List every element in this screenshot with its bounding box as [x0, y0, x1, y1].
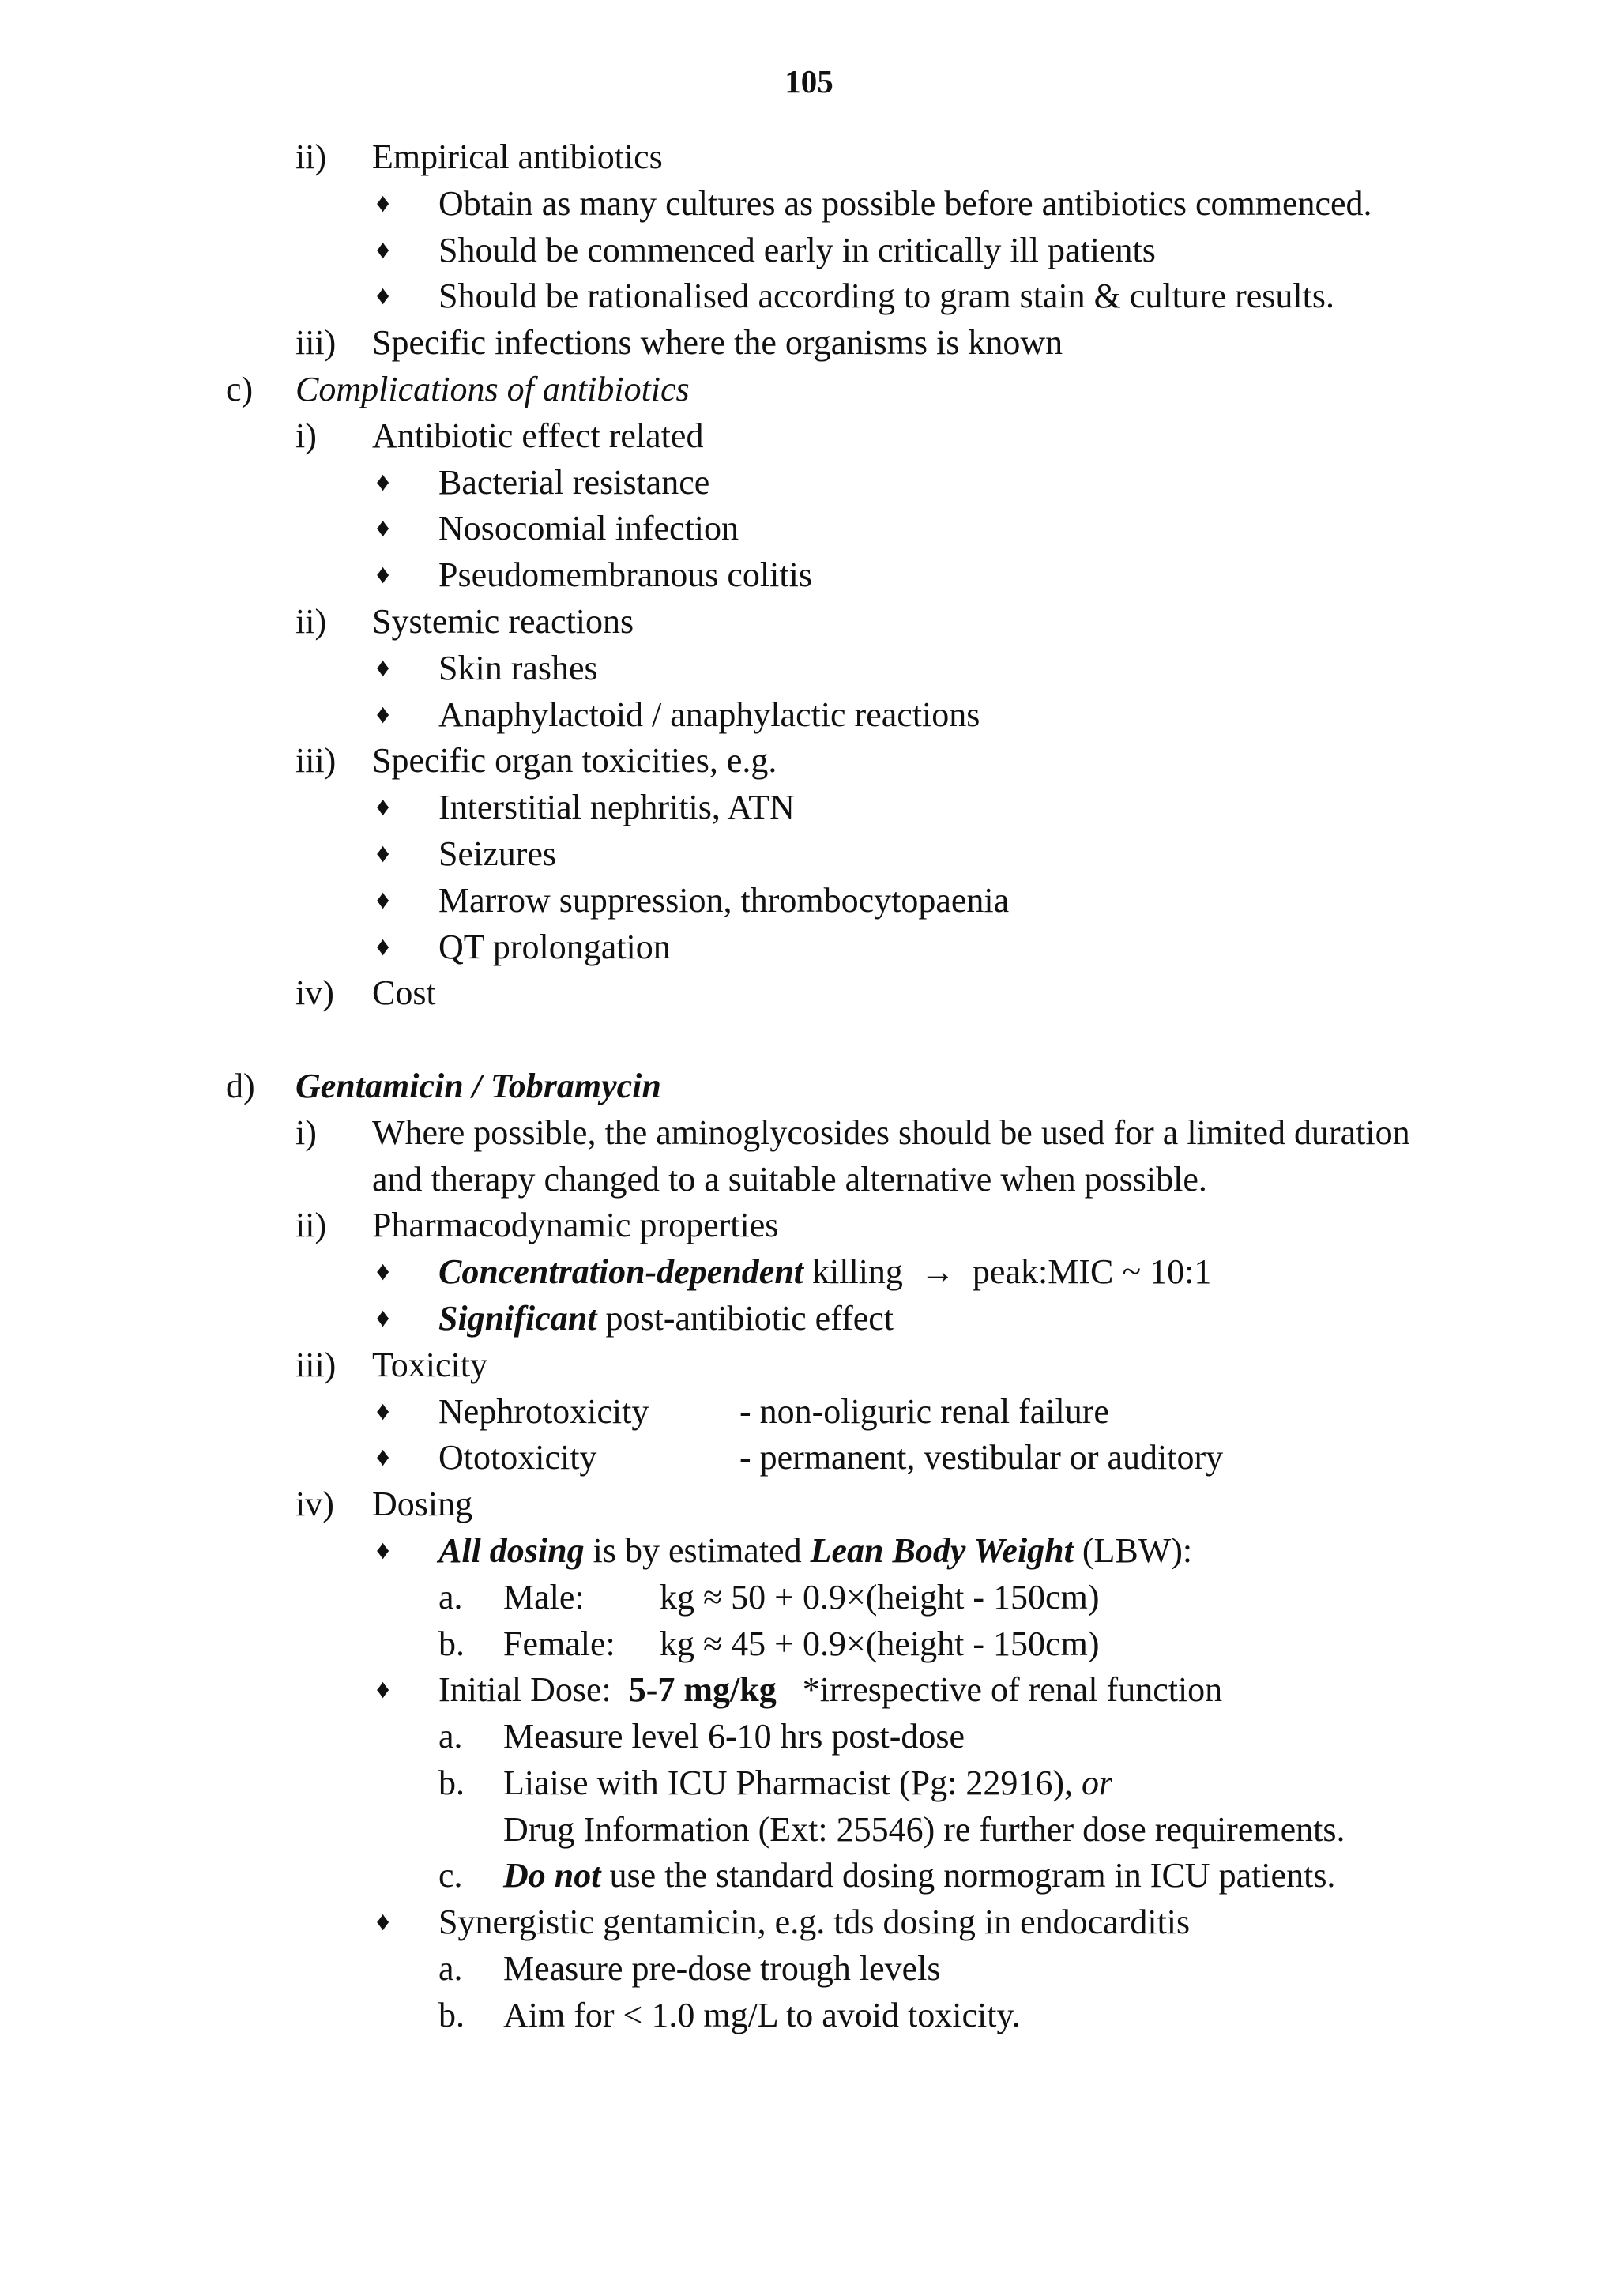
- section-heading-gentamicin: [0, 1063, 1618, 1110]
- heading-organ-toxicities: [0, 738, 1618, 785]
- diamond-bullet-icon: ♦: [376, 467, 390, 497]
- toxicity-row: [0, 1389, 1618, 1436]
- sub-item: [0, 1853, 1618, 1899]
- bullet-item: [0, 1249, 1618, 1296]
- item-label: iv): [295, 1485, 334, 1524]
- bullet-text: Bacterial resistance: [438, 462, 710, 502]
- diamond-bullet-icon: ♦: [376, 1443, 390, 1473]
- bullet-item: [0, 878, 1618, 924]
- item-title: Dosing: [372, 1485, 473, 1524]
- bullet-text-part: is by estimated: [584, 1530, 811, 1570]
- toxicity-row: [0, 1435, 1618, 1481]
- heading-dosing: [0, 1481, 1618, 1528]
- sub-item: [0, 1993, 1618, 2039]
- sub-item-text-part: use the standard dosing normogram in ICU patients.: [600, 1856, 1336, 1895]
- bullet-text-rest: post-antibiotic effect: [596, 1298, 894, 1338]
- bullet-text-part: (LBW):: [1073, 1530, 1193, 1570]
- bullet-item: [0, 785, 1618, 831]
- item-text: and therapy changed to a suitable alternative when possible.: [372, 1159, 1207, 1199]
- diamond-bullet-icon: ♦: [376, 188, 390, 218]
- bullet-item: [0, 181, 1618, 228]
- diamond-bullet-icon: ♦: [376, 1257, 390, 1287]
- lbw-formula-male: [0, 1575, 1618, 1621]
- bullet-text: Should be rationalised according to gram stain & culture results.: [438, 277, 1334, 316]
- bullet-item: [0, 692, 1618, 739]
- sub-item-label: b.: [438, 1763, 465, 1802]
- diamond-bullet-icon: ♦: [376, 560, 390, 590]
- item-label: ii): [295, 1206, 327, 1245]
- emphasis-text: Significant: [438, 1298, 597, 1338]
- section-label: d): [226, 1066, 255, 1105]
- diamond-bullet-icon: ♦: [376, 235, 390, 265]
- item-label: iii): [295, 1345, 337, 1384]
- bullet-item: [0, 460, 1618, 506]
- item-title: Cost: [372, 973, 436, 1013]
- formula-text: kg ≈ 45 + 0.9×(height - 150cm): [660, 1624, 1100, 1663]
- bullet-item-lean-body-weight: [0, 1528, 1618, 1575]
- item-title: Specific infections where the organisms is known: [372, 323, 1063, 363]
- diamond-bullet-icon: ♦: [376, 885, 390, 915]
- item-label: ii): [295, 137, 327, 176]
- item-label: iii): [295, 323, 337, 363]
- bullet-text: Should be commenced early in critically ill patients: [438, 230, 1156, 269]
- bullet-item: [0, 228, 1618, 274]
- sub-item-text: Measure level 6-10 hrs post-dose: [503, 1717, 965, 1756]
- lbw-formula-female: [0, 1621, 1618, 1668]
- diamond-bullet-icon: ♦: [376, 932, 390, 962]
- sub-item-text: [503, 1853, 1335, 1899]
- diamond-bullet-icon: ♦: [376, 281, 390, 311]
- bullet-text: Nosocomial infection: [438, 509, 739, 548]
- bullet-item: [0, 1296, 1618, 1342]
- sub-item-label: a.: [438, 1717, 463, 1756]
- bullet-text-rest: killing → peak:MIC ~ 10:1: [803, 1252, 1212, 1292]
- bullet-item: [0, 273, 1618, 320]
- bullet-item-synergistic: [0, 1899, 1618, 1946]
- diamond-bullet-icon: ♦: [376, 1675, 390, 1705]
- emphasis-text: All dosing: [438, 1530, 585, 1570]
- item-title: Pharmacodynamic properties: [372, 1206, 779, 1245]
- sub-item-text: [503, 1760, 1112, 1807]
- paragraph-continuation: [0, 1157, 1618, 1203]
- diamond-bullet-icon: ♦: [376, 1535, 390, 1565]
- bullet-text: Pseudomembranous colitis: [438, 555, 812, 595]
- heading-cost: [0, 970, 1618, 1017]
- sub-item-text: Drug Information (Ext: 25546) re further dose requirements.: [503, 1809, 1345, 1849]
- item-label: iv): [295, 973, 334, 1013]
- sub-item-label: a.: [438, 1577, 463, 1617]
- item-text: Where possible, the aminoglycosides should be used for a limited duration: [372, 1112, 1410, 1152]
- sub-item-label: b.: [438, 1624, 465, 1663]
- diamond-bullet-icon: ♦: [376, 514, 390, 544]
- bullet-text: Skin rashes: [438, 648, 598, 687]
- bullet-text: Obtain as many cultures as possible before antibiotics commenced.: [438, 183, 1372, 223]
- bullet-item: [0, 552, 1618, 599]
- sub-item-label: a.: [438, 1949, 463, 1989]
- toxicity-description: - non-oliguric renal failure: [739, 1391, 1109, 1431]
- toxicity-name: Ototoxicity: [438, 1438, 597, 1477]
- sex-label: Female:: [503, 1624, 615, 1663]
- bullet-text: Seizures: [438, 834, 557, 873]
- section-heading-complications: [0, 367, 1618, 413]
- bullet-text: Interstitial nephritis, ATN: [438, 788, 795, 827]
- document-body: [0, 134, 1618, 2039]
- bullet-item-initial-dose: [0, 1667, 1618, 1714]
- section-title: Gentamicin / Tobramycin: [295, 1066, 661, 1105]
- bullet-text: [438, 1667, 1222, 1714]
- item-title: Toxicity: [372, 1345, 488, 1384]
- diamond-bullet-icon: ♦: [376, 1396, 390, 1426]
- toxicity-description: - permanent, vestibular or auditory: [739, 1438, 1224, 1477]
- heading-antibiotic-effect-related: [0, 413, 1618, 460]
- heading-empirical-antibiotics: [0, 134, 1618, 181]
- sub-item: [0, 1946, 1618, 1993]
- section-label: c): [226, 369, 254, 408]
- bullet-item: [0, 506, 1618, 552]
- diamond-bullet-icon: ♦: [376, 792, 390, 822]
- emphasis-text: Concentration-dependent: [438, 1252, 804, 1292]
- diamond-bullet-icon: ♦: [376, 1303, 390, 1333]
- emphasis-text: or: [1082, 1763, 1113, 1802]
- heading-systemic-reactions: [0, 599, 1618, 646]
- bullet-text: [438, 1296, 894, 1342]
- sub-item: [0, 1760, 1618, 1807]
- item-title: Empirical antibiotics: [372, 137, 663, 176]
- sub-item-text-part: Liaise with ICU Pharmacist (Pg: 22916),: [503, 1763, 1082, 1802]
- diamond-bullet-icon: ♦: [376, 699, 390, 729]
- diamond-bullet-icon: ♦: [376, 1907, 390, 1937]
- sub-item-continuation: [0, 1807, 1618, 1854]
- item-title: Systemic reactions: [372, 601, 634, 641]
- paragraph-aminoglycoside-use: [0, 1110, 1618, 1157]
- sub-item-label: c.: [438, 1856, 463, 1895]
- emphasis-text: Do not: [503, 1856, 601, 1895]
- bullet-text-part: *irrespective of renal function: [776, 1670, 1223, 1710]
- item-label: ii): [295, 601, 327, 641]
- bullet-text: [438, 1249, 1211, 1296]
- diamond-bullet-icon: ♦: [376, 838, 390, 868]
- bullet-item: [0, 831, 1618, 878]
- sex-label: Male:: [503, 1577, 585, 1617]
- emphasis-text: Lean Body Weight: [810, 1530, 1074, 1570]
- item-title: Specific organ toxicities, e.g.: [372, 741, 777, 781]
- sub-item-text: Measure pre-dose trough levels: [503, 1949, 941, 1989]
- bullet-text: Synergistic gentamicin, e.g. tds dosing in endocarditis: [438, 1903, 1191, 1942]
- sub-item-text: Aim for < 1.0 mg/L to avoid toxicity.: [503, 1995, 1021, 2034]
- bullet-item: [0, 924, 1618, 971]
- blank-line: [0, 1017, 1618, 1063]
- item-label: iii): [295, 741, 337, 781]
- heading-toxicity: [0, 1342, 1618, 1389]
- item-title: Antibiotic effect related: [372, 416, 704, 455]
- dose-value: 5-7 mg/kg: [628, 1670, 777, 1710]
- diamond-bullet-icon: ♦: [376, 653, 390, 683]
- heading-pharmacodynamic-properties: [0, 1203, 1618, 1249]
- bullet-text: [438, 1528, 1192, 1575]
- formula-text: kg ≈ 50 + 0.9×(height - 150cm): [660, 1577, 1100, 1617]
- bullet-text: Marrow suppression, thrombocytopaenia: [438, 880, 1010, 920]
- toxicity-name: Nephrotoxicity: [438, 1391, 649, 1431]
- sub-item-label: b.: [438, 1995, 465, 2034]
- bullet-text-part: Initial Dose:: [438, 1670, 629, 1710]
- sub-item: [0, 1714, 1618, 1760]
- page-number: 105: [785, 63, 833, 100]
- bullet-text: Anaphylactoid / anaphylactic reactions: [438, 694, 980, 734]
- heading-specific-infections: [0, 320, 1618, 367]
- item-label: i): [295, 416, 317, 455]
- bullet-text: QT prolongation: [438, 927, 671, 966]
- bullet-item: [0, 646, 1618, 692]
- item-label: i): [295, 1112, 317, 1152]
- section-title: Complications of antibiotics: [295, 369, 690, 408]
